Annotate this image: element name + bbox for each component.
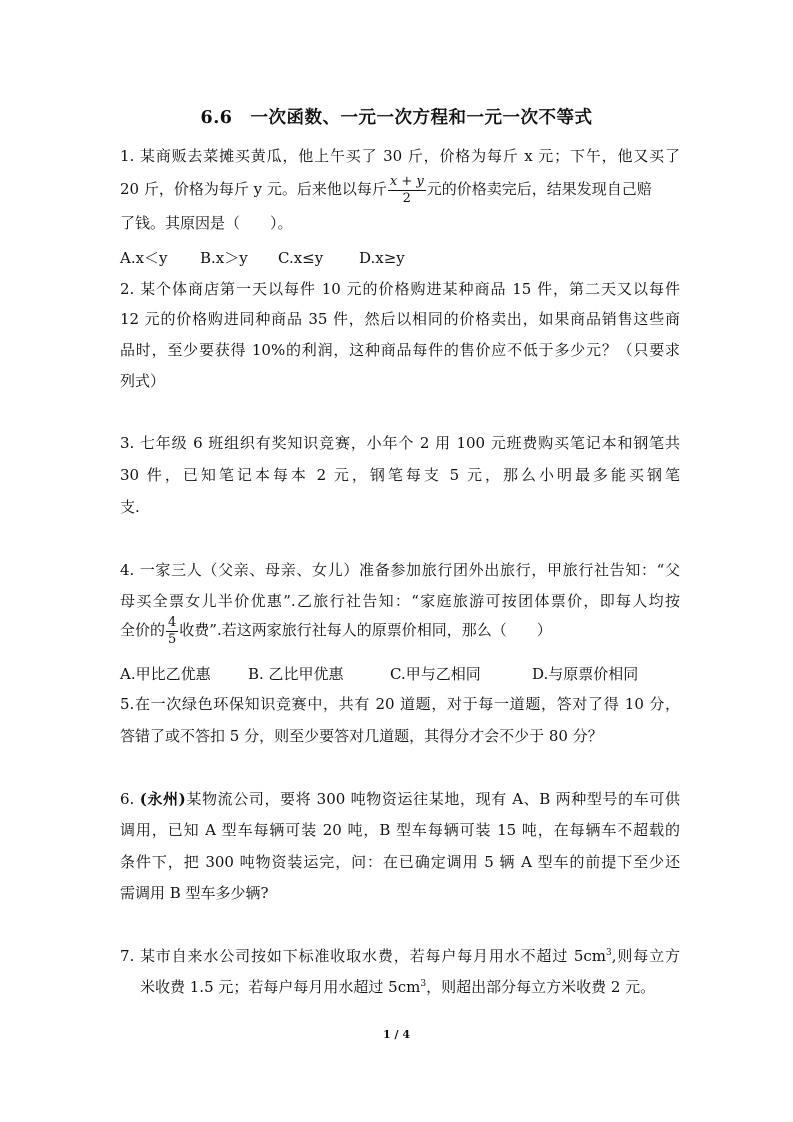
- q4-line-3-pre: 全价的: [120, 621, 166, 639]
- page-title: 6.6 一次函数、一元一次方程和一元一次不等式: [200, 108, 593, 128]
- q7-line-2-sup: 3: [420, 979, 427, 989]
- q6-line-1-rest: 某物流公司，要将 300 吨物资运往某地，现有 A、B 两种型号的车可供: [185, 790, 680, 808]
- q4-option-a: A.甲比乙优惠: [120, 665, 211, 683]
- q6-line-4: 需调用 B 型车多少辆?: [120, 884, 269, 902]
- q4-fraction-denominator: 5: [168, 631, 177, 647]
- q3-line-1: 3. 七年级 6 班组织有奖知识竞赛，小年个 2 用 100 元班费购买笔记本和钢笔共: [120, 434, 680, 452]
- q7-line-2-post: ，则超出部分每立方米收费 2 元。: [426, 978, 656, 996]
- q5-line-2: 答错了或不答扣 5 分，则至少要答对几道题，其得分才会不少于 80 分？: [120, 727, 603, 745]
- q1-fraction: [388, 174, 426, 207]
- q1-line-3: 了钱。其原因是（ ）。: [120, 214, 293, 232]
- q6-number: 6.: [120, 790, 140, 808]
- q1-line-2: [120, 172, 680, 206]
- q1-line-2-pre: 20 斤，价格为每斤 y 元。后来他以每斤: [120, 180, 387, 198]
- q4-line-2: 母买全票女儿半价优惠”.乙旅行社告知：“家庭旅游可按团体票价，即每人均按: [120, 592, 680, 610]
- q1-fraction-denominator: 2: [402, 190, 411, 206]
- q7-line-2: [140, 977, 680, 997]
- q1-option-d: D.x≥y: [359, 249, 405, 267]
- q2-line-1: 2. 某个体商店第一天以每件 10 元的价格购进某种商品 15 件，第二天又以每件: [120, 280, 680, 298]
- q1-option-c: C.x≤y: [278, 249, 324, 267]
- q4-fraction-numerator: 4: [168, 614, 177, 630]
- q7-line-1-post: ,则每立方: [611, 947, 680, 965]
- q1-fraction-numerator: x + y: [389, 173, 424, 189]
- q1-option-b: B.x＞y: [200, 249, 248, 267]
- q3-line-3: 支.: [120, 498, 140, 516]
- page-number: 1 / 4: [383, 1028, 410, 1041]
- q2-line-4: 列式）: [120, 372, 166, 390]
- q4-line-3-post: 收费”.若这两家旅行社每人的原票价相同，那么（ ）: [179, 621, 552, 639]
- q6-line-2: 调用，已知 A 型车每辆可装 20 吨，B 型车每辆可装 15 吨，在每辆车不超载的: [120, 821, 680, 839]
- q1-line-2-post: 元的价格卖完后，结果发现自己赔: [426, 180, 652, 198]
- q6-line-1: [120, 789, 680, 809]
- q4-line-3: [120, 613, 680, 647]
- q4-option-d: D.与原票价相同: [532, 665, 639, 683]
- q7-line-1-pre: 7. 某市自来水公司按如下标准收取水费，若每户每月用水不超过 5cm: [120, 947, 607, 965]
- q6-line-3: 条件下，把 300 吨物资装运完，问：在已确定调用 5 辆 A 型车的前提下至少还: [120, 853, 680, 871]
- q1-options: [120, 248, 680, 268]
- q7-line-1: [120, 946, 680, 966]
- q7-line-2-pre: 米收费 1.5 元；若每户每月用水超过 5cm: [140, 978, 421, 996]
- q7-line-1-sup: 3: [606, 948, 612, 958]
- q2-line-3: 品时，至少要获得 10%的利润，这种商品每件的售价应不低于多少元？（只要求: [120, 341, 680, 359]
- q2-line-2: 12 元的价格购进同种商品 35 件，然后以相同的价格卖出，如果商品销售这些商: [120, 310, 680, 328]
- q4-option-b: B. 乙比甲优惠: [248, 665, 344, 683]
- q6-source: (永州): [139, 790, 186, 808]
- q1-option-a: A.x＜y: [120, 249, 168, 267]
- q4-line-1: 4. 一家三人（父亲、母亲、女儿）准备参加旅行团外出旅行，甲旅行社告知：“父: [120, 561, 680, 579]
- q4-options: [120, 664, 680, 684]
- q1-line-1: 1. 某商贩去菜摊买黄瓜，他上午买了 30 斤，价格为每斤 x 元；下午，他又买了: [120, 147, 680, 165]
- q4-option-c: C.甲与乙相同: [390, 665, 481, 683]
- q4-fraction: [166, 615, 178, 648]
- q5-line-1: 5.在一次绿色环保知识竞赛中，共有 20 道题，对于每一道题，答对了得 10 分，: [120, 695, 680, 713]
- q3-line-2: 30 件，已知笔记本每本 2 元，钢笔每支 5 元，那么小明最多能买钢笔: [120, 466, 680, 484]
